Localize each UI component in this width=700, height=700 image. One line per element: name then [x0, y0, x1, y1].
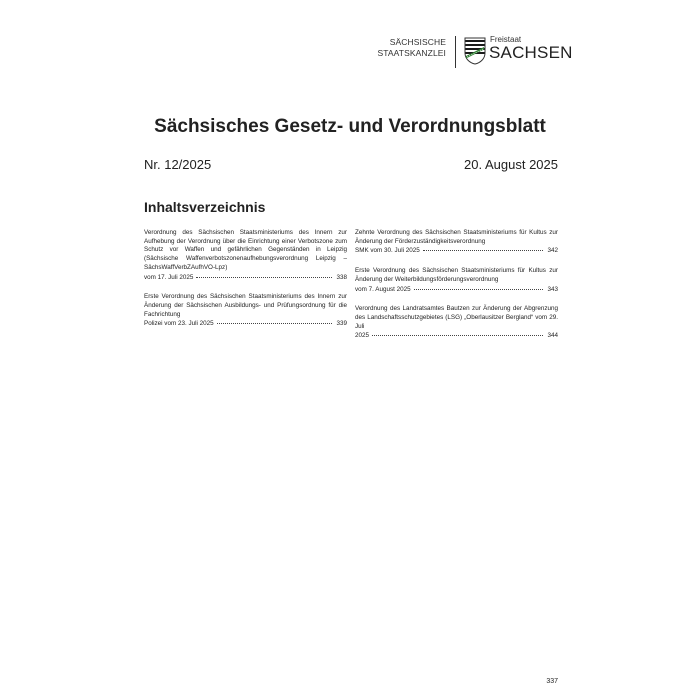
toc-heading: Inhaltsverzeichnis — [144, 199, 266, 215]
toc-entry-leader — [355, 246, 558, 256]
toc-entry[interactable] — [355, 229, 558, 256]
dot-leader — [372, 330, 543, 336]
toc-entry[interactable] — [355, 305, 558, 341]
toc-entry[interactable] — [355, 267, 558, 294]
saxony-logo — [377, 35, 573, 70]
publication-title: Sächsisches Gesetz- und Verordnungsblatt — [154, 116, 546, 137]
staatskanzlei-label — [377, 37, 446, 59]
staatskanzlei-line1: SÄCHSISCHE — [389, 37, 446, 47]
toc-entry-leader — [144, 273, 347, 283]
staatskanzlei-line2: STAATSKANZLEI — [377, 48, 446, 58]
toc-column-right — [355, 229, 558, 352]
dot-leader — [217, 318, 333, 324]
toc-entry-page: 344 — [547, 332, 558, 340]
issue-date: 20. August 2025 — [464, 157, 558, 172]
toc-entry-page: 343 — [547, 285, 558, 293]
toc-entry-text: Verordnung des Landratsamtes Bautzen zur Änderung der Abgrenzung des Landschaftsschutzgebietes (LSG) „Oberlausitzer Bergland“ vom 29. Juli — [355, 305, 558, 330]
toc-entry-leader — [355, 285, 558, 295]
toc-entry-leader — [144, 319, 347, 329]
toc-column-left — [144, 229, 347, 340]
toc-entry-text: Zehnte Verordnung des Sächsischen Staatsministeriums für Kultus zur Änderung der Förderzuständigkeitsverordnung — [355, 229, 558, 245]
toc-entry-leader — [355, 331, 558, 341]
dot-leader — [196, 272, 332, 278]
toc-entry-page: 338 — [336, 273, 347, 281]
toc-entry-page: 339 — [336, 320, 347, 328]
toc-entry-tail: Polizei vom 23. Juli 2025 — [144, 320, 214, 328]
toc-entry-tail: 2025 — [355, 332, 370, 340]
issue-number: Nr. 12/2025 — [144, 157, 212, 172]
toc-entry-tail: SMK vom 30. Juli 2025 — [355, 247, 420, 255]
toc-entry-page: 342 — [547, 247, 558, 255]
dot-leader — [423, 245, 544, 251]
logo-divider — [455, 36, 456, 68]
page-number: 337 — [546, 678, 558, 685]
toc-entry-tail: vom 7. August 2025 — [355, 285, 411, 293]
freistaat-label: Freistaat — [490, 35, 522, 44]
toc-entry[interactable] — [144, 293, 347, 329]
toc-entry-text: Verordnung des Sächsischen Staatsministeriums des Innern zur Aufhebung der Verordnung über die Einrichtung einer Verbotszone zum Schutz vor Waffen und gefährlichen Gegenständen in Leipzig (Sächsische Waffenverbotszonenaufhebungsverordnung Leipzig – SächsWaffVerbZAufhVO-Lpz) — [144, 229, 347, 271]
toc-entry[interactable] — [144, 229, 347, 282]
toc-entry-text: Erste Verordnung des Sächsischen Staatsministeriums für Kultus zur Änderung der Weiterbildungsförderungsverordnung — [355, 267, 558, 283]
dot-leader — [414, 284, 544, 290]
sachsen-wordmark: SACHSEN — [489, 43, 573, 62]
toc-entry-tail: vom 17. Juli 2025 — [144, 273, 194, 281]
saxony-crest-icon — [464, 37, 486, 65]
toc-entry-text: Erste Verordnung des Sächsischen Staatsministeriums des Innern zur Änderung der Sächsischen Ausbildungs- und Prüfungsordnung für die Fachrichtung — [144, 293, 347, 318]
